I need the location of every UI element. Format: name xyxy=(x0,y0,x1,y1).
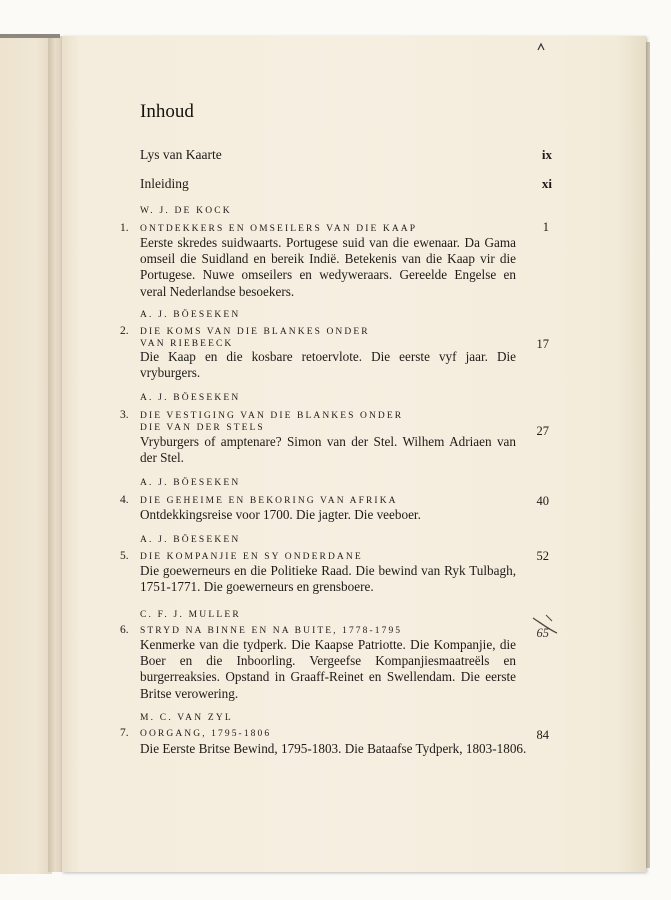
chapter-summary: Die Eerste Britse Bewind, 1795-1803. Die Bataafse Tydperk, 1803-1806. xyxy=(140,741,527,756)
chapter-summary: Eerste skredes suidwaarts. Portugese suid van die ewenaar. Da Gama omseil die Suidland en bereik Indië. Betekenis van die Kaap vir die Portugese. Nuwe omseilers en wedyweraars. Gereelde Engelse en veral Nederlandse besoekers. xyxy=(140,235,516,299)
chapter-number: 6. xyxy=(120,624,129,636)
chapter-author: A. J. BÖESEKEN xyxy=(140,310,241,320)
chapter-title-line-2: VAN RIEBEECK xyxy=(140,339,234,349)
chapter-title xyxy=(120,494,398,506)
chapter-author: A. J. BÖESEKEN xyxy=(140,478,241,488)
chapter-title xyxy=(120,727,271,739)
chapter-summary: Die goewerneurs en die Politieke Raad. Die bewind van Ryk Tulbagh, 1751-1771. Die goewerneurs en grensboere. xyxy=(140,563,516,595)
chapter-title xyxy=(120,325,370,337)
chapter-title xyxy=(120,550,363,562)
chapter-title-line-2: DIE VAN DER STELS xyxy=(140,423,265,433)
chapter-author: M. C. VAN ZYL xyxy=(140,713,233,723)
chapter-page: 52 xyxy=(536,549,549,563)
chapter-title-line: ONTDEKKERS EN OMSEILERS VAN DIE KAAP xyxy=(140,224,418,234)
chapter-page: 27 xyxy=(536,424,549,438)
chapter-page: 40 xyxy=(536,494,549,508)
page-title: Inhoud xyxy=(140,101,194,122)
chapter-title-line: DIE GEHEIME EN BEKORING VAN AFRIKA xyxy=(140,496,398,506)
chapter-author: A. J. BÖESEKEN xyxy=(140,535,241,545)
chapter-number: 3. xyxy=(120,409,129,421)
chapter-number: 5. xyxy=(120,550,129,562)
chapter-number: 2. xyxy=(120,325,129,337)
chapter-number: 7. xyxy=(120,727,129,739)
chapter-author: A. J. BÖESEKEN xyxy=(140,393,241,403)
chapter-author: C. F. J. MULLER xyxy=(140,610,241,620)
toc-entry-page: xi xyxy=(541,176,552,191)
toc-entry-page: ix xyxy=(541,147,552,162)
toc-entry-label: Inleiding xyxy=(140,176,189,191)
chapter-summary: Die Kaap en die kosbare retoervlote. Die eerste vyf jaar. Die vryburgers. xyxy=(140,349,516,381)
chapter-title-line: STRYD NA BINNE EN NA BUITE, 1778-1795 xyxy=(140,626,403,636)
chapter-summary: Vryburgers of amptenare? Simon van der Stel. Wilhem Adriaen van der Stel. xyxy=(140,434,516,466)
chapter-page: 84 xyxy=(536,728,549,742)
chapter-title-line: DIE KOMS VAN DIE BLANKES ONDER xyxy=(140,327,370,337)
chapter-number: 1. xyxy=(120,222,129,234)
chapter-page: 17 xyxy=(536,337,549,351)
chapter-title xyxy=(120,222,417,234)
chapter-summary: Ontdekkingsreise voor 1700. Die jagter. Die veeboer. xyxy=(140,507,421,522)
toc-entry-label: Lys van Kaarte xyxy=(140,147,222,162)
chapter-title-line: DIE KOMPANJIE EN SY ONDERDANE xyxy=(140,552,363,562)
pencil-check-mark-icon xyxy=(530,612,560,636)
chapter-title-line: OORGANG, 1795-1806 xyxy=(140,729,272,739)
chapter-title xyxy=(120,409,403,421)
chapter-page: 1 xyxy=(542,220,549,234)
chapter-author: W. J. DE KOCK xyxy=(140,206,232,216)
chapter-title xyxy=(120,624,402,636)
chapter-title-line: DIE VESTIGING VAN DIE BLANKES ONDER xyxy=(140,411,404,421)
chapter-page: 65 xyxy=(536,626,549,640)
chapter-summary: Kenmerke van die tydperk. Die Kaapse Patriotte. Die Kompanjie, die Boer en die Inboorling. Vergeefse Kompanjiesmaatreëls en burgerreaksies. Opstand in Graaff-Reinet en Swellendam. Die eerste Britse verowering. xyxy=(140,637,516,701)
pencil-dot-icon xyxy=(536,42,546,52)
chapter-number: 4. xyxy=(120,494,129,506)
